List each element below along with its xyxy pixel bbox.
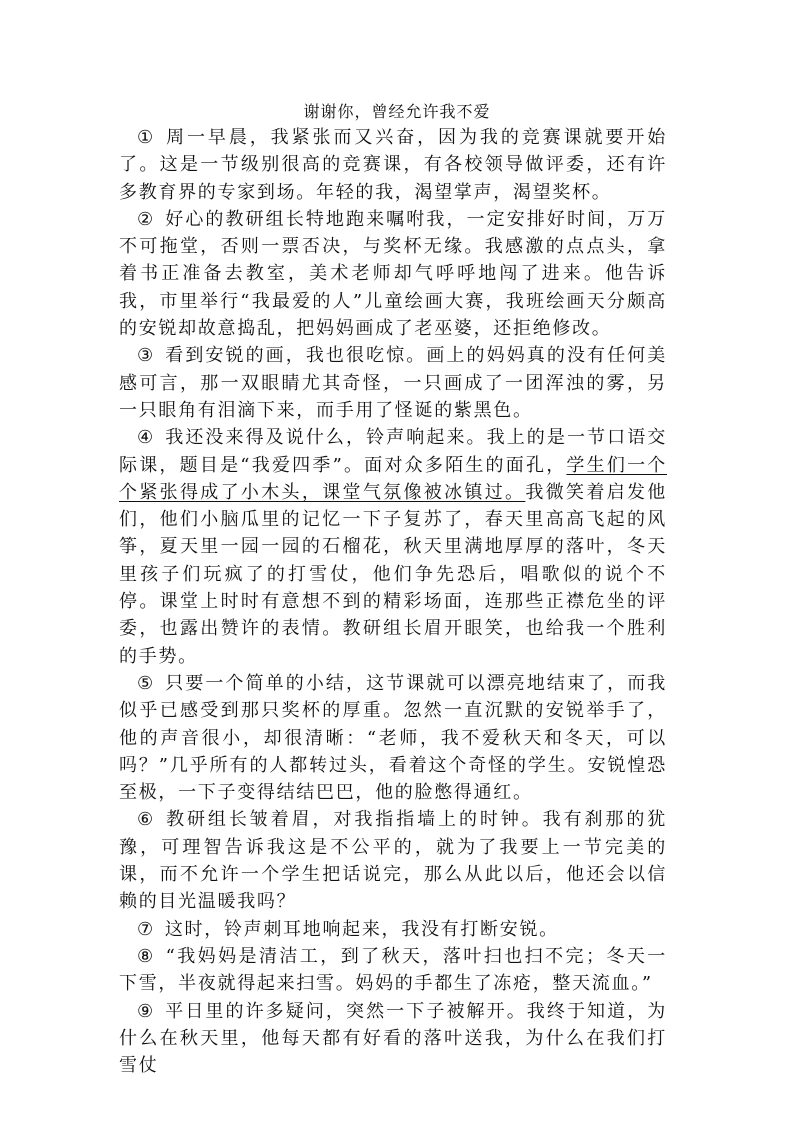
paragraph-number: ② <box>137 208 156 230</box>
paragraph-text: 教研组长皱着眉，对我指指墙上的时钟。我有刹那的犹豫，可理智告诉我这是不公平的，就为了我要上一节完美的课，而不允许一个学生把话说完，那么从此以后，他还会以信赖的目光温暖我吗？ <box>119 809 667 913</box>
paragraph-text: 这时，铃声刺耳地响起来，我没有打断安锐。 <box>164 918 559 940</box>
paragraph-text: 看到安锐的画，我也很吃惊。画上的妈妈真的没有任何美感可言，那一双眼睛尤其奇怪，一只画成了一团浑浊的雾，另一只眼角有泪滴下来，而手用了怪诞的紫黑色。 <box>119 345 668 421</box>
paragraph-text: 周一早晨，我紧张而又兴奋，因为我的竞赛课就要开始了。这是一节级别很高的竞赛课，有各校领导做评委，还有许多教育界的专家到场。年轻的我，渴望掌声，渴望奖杯。 <box>119 127 667 203</box>
paragraph-text: “我妈妈是清洁工，到了秋天，落叶扫也扫不完；冬天一下雪，半夜就得起来扫雪。妈妈的手都生了冻疮，整天流血。” <box>119 945 667 995</box>
paragraph-9 <box>119 998 667 1080</box>
paragraph-number: ③ <box>137 345 156 367</box>
paragraph-number: ④ <box>137 427 156 449</box>
paragraph-text: 我微笑着启发他们，他们小脑瓜里的记忆一下子复苏了，春天里高高飞起的风筝，夏天里一园一园的石榴花，秋天里满地厚厚的落叶，冬天里孩子们玩疯了的打雪仗，他们争先恐后，唱歌似的说个不停。课堂上时时有意想不到的精彩场面，连那些正襟危坐的评委，也露出赞许的表情。教研组长眉开眼笑，也给我一个胜利的手势。 <box>119 481 668 667</box>
paragraph-6 <box>119 806 667 915</box>
underlined-sentence: 学生们一个个紧张得成了小木头，课堂气氛像被冰镇过。 <box>119 454 667 503</box>
paragraph-number: ⑨ <box>137 1000 156 1022</box>
paragraph-text: 只要一个简单的小结，这节课就可以漂亮地结束了，而我似乎已感受到那只奖杯的厚重。忽然一直沉默的安锐举手了，他的声音很小，却很清晰：“老师，我不爱秋天和冬天，可以吗？”几乎所有的人都转过头，看着这个奇怪的学生。安锐惶恐至极，一下子变得结结巴巴，他的脸憋得通红。 <box>119 672 668 804</box>
paragraph-4 <box>119 424 667 670</box>
paragraph-8 <box>119 943 667 998</box>
article-title: 谢谢你，曾经允许我不爱 <box>303 102 491 121</box>
paragraph-3 <box>119 342 667 424</box>
paragraph-7 <box>119 916 667 943</box>
paragraph-5 <box>119 670 667 806</box>
paragraph-text: 我还没来得及说什么，铃声响起来。我上的是一节口语交际课，题目是“我爱四季”。面对众多陌生的面孔， <box>119 427 668 476</box>
paragraph-text: 好心的教研组长特地跑来嘱咐我，一定安排好时间，万万不可拖堂，否则一票否决，与奖杯无缘。我感激的点点头，拿着书正准备去教室，美术老师却气呼呼地闯了进来。他告诉我，市里举行“我最爱的人”儿童绘画大赛，我班绘画天分颇高的安锐却故意捣乱，把妈妈画成了老巫婆，还拒绝修改。 <box>119 208 668 340</box>
paragraph-number: ⑤ <box>137 672 156 694</box>
paragraph-number: ⑦ <box>137 918 155 940</box>
paragraph-number: ⑥ <box>137 809 157 831</box>
paragraph-number: ① <box>137 127 157 148</box>
paragraph-text: 平日里的许多疑问，突然一下子被解开。我终于知道，为什么在秋天里，他每天都有好看的落叶送我，为什么在我们打雪仗 <box>119 1000 668 1077</box>
paragraph-2 <box>119 206 667 342</box>
article-body <box>119 124 667 1079</box>
paragraph-number: ⑧ <box>137 945 156 967</box>
paragraph-1 <box>119 124 667 206</box>
